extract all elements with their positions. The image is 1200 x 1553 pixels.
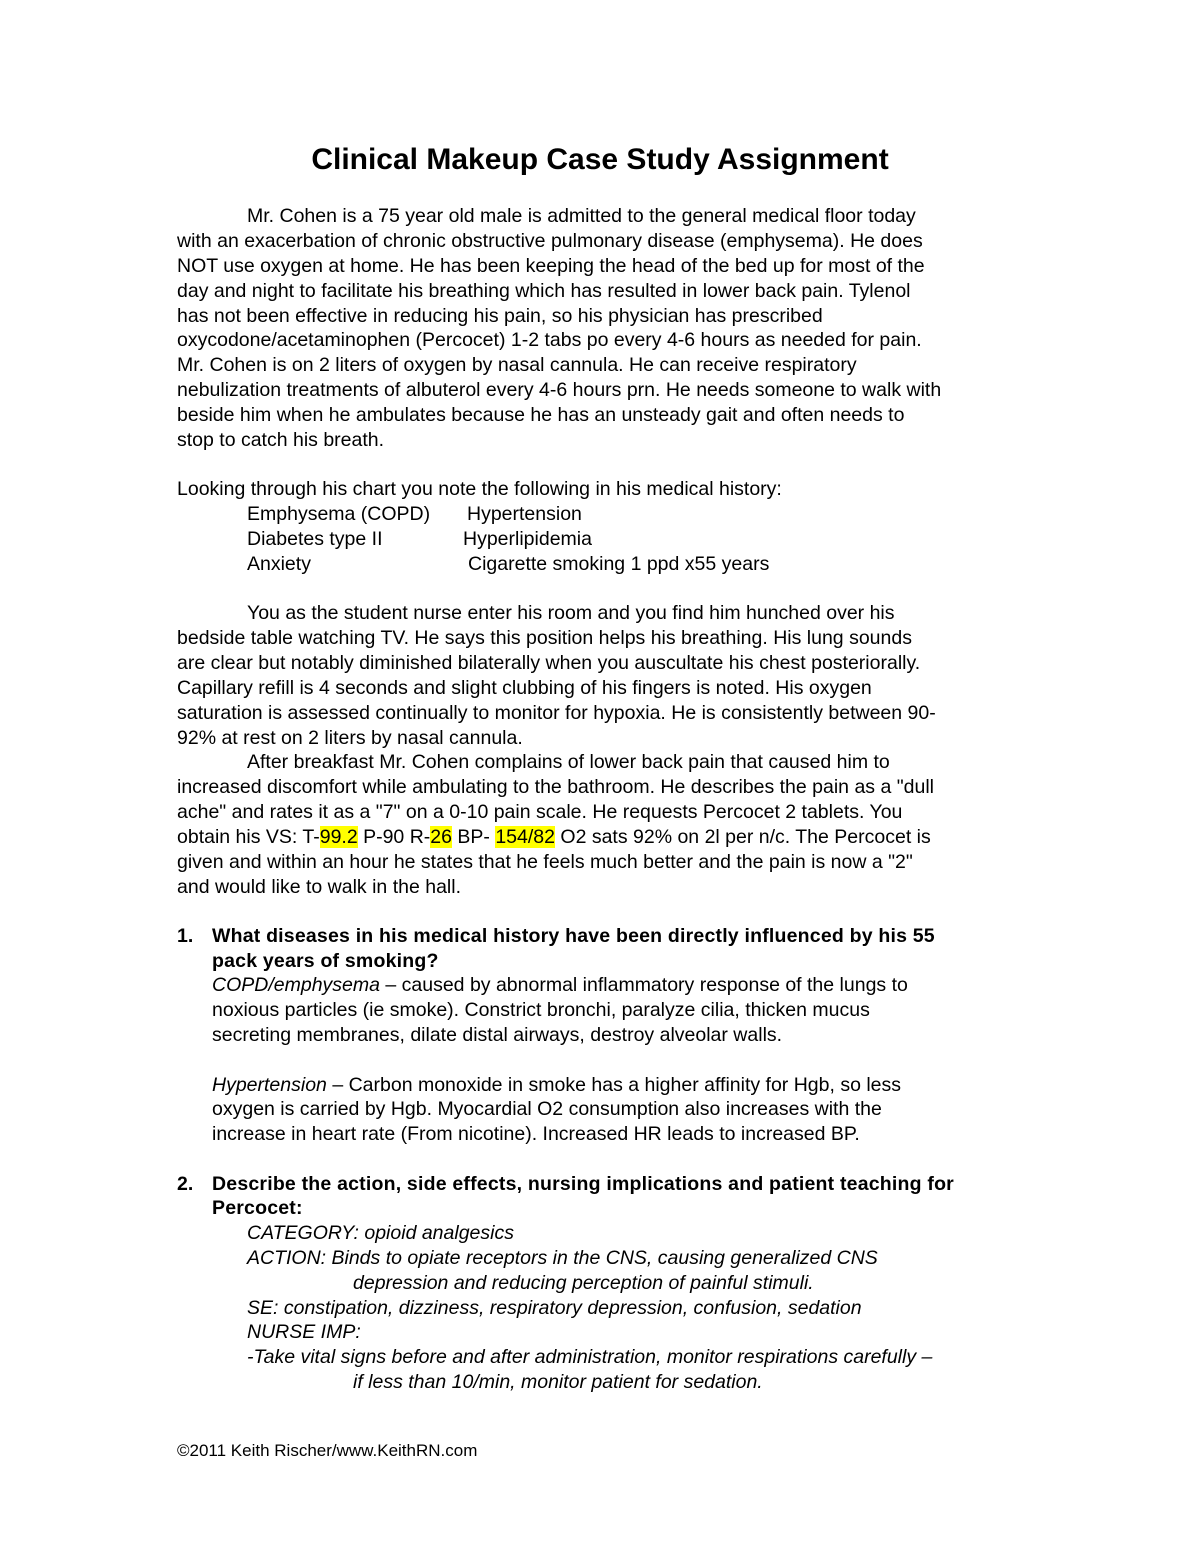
- intro-line: with an exacerbation of chronic obstructive pulmonary disease (emphysema). He does: [177, 230, 923, 252]
- temperature-value: 99.2: [319, 826, 358, 848]
- page-title: Clinical Makeup Case Study Assignment: [311, 143, 889, 176]
- vs-text: obtain his VS: T-: [177, 826, 320, 848]
- history-intro: Looking through his chart you note the following in his medical history:: [177, 478, 782, 500]
- intro-line: has not been effective in reducing his pain, so his physician has prescribed: [177, 305, 823, 327]
- nurse-imp-item-cont: if less than 10/min, monitor patient for sedation.: [353, 1371, 763, 1393]
- blood-pressure-value: 154/82: [495, 826, 555, 848]
- assessment-line: 92% at rest on 2 liters by nasal cannula.: [177, 727, 523, 749]
- assessment-line: saturation is assessed continually to monitor for hypoxia. He is consistently between 90-: [177, 702, 936, 724]
- vs-text: BP-: [451, 826, 496, 848]
- answer-line: noxious particles (ie smoke). Constrict bronchi, paralyze cilia, thicken mucus: [212, 999, 870, 1021]
- intro-line: nebulization treatments of albuterol every 4-6 hours prn. He needs someone to walk with: [177, 379, 942, 401]
- answer-line: oxygen is carried by Hgb. Myocardial O2 consumption also increases with the: [212, 1098, 882, 1120]
- vs-text: P-90 R-: [357, 826, 431, 848]
- history-item: Hyperlipidemia: [463, 528, 592, 550]
- assessment-line: You as the student nurse enter his room and you find him hunched over his: [247, 602, 895, 624]
- history-item: Emphysema (COPD): [247, 503, 431, 525]
- htn-term: Hypertension: [212, 1074, 327, 1096]
- answer-copd-line: [212, 973, 908, 998]
- drug-action: ACTION: Binds to opiate receptors in the CNS, causing generalized CNS: [247, 1247, 878, 1269]
- history-item: Cigarette smoking 1 ppd x55 years: [468, 553, 770, 575]
- question-2-text: Describe the action, side effects, nursing implications and patient teaching for: [212, 1173, 954, 1195]
- vital-signs-line: [177, 825, 931, 850]
- intro-line: day and night to facilitate his breathing which has resulted in lower back pain. Tylenol: [177, 280, 911, 302]
- answer-line: secreting membranes, dilate distal airways, destroy alveolar walls.: [212, 1024, 783, 1046]
- intro-line: beside him when he ambulates because he has an unsteady gait and often needs to: [177, 404, 905, 426]
- question-1-text: pack years of smoking?: [212, 950, 439, 972]
- question-2-text: Percocet:: [212, 1197, 303, 1219]
- intro-line: NOT use oxygen at home. He has been keeping the head of the bed up for most of the: [177, 255, 925, 277]
- intro-line: Mr. Cohen is on 2 liters of oxygen by nasal cannula. He can receive respiratory: [177, 354, 857, 376]
- question-number: 2.: [177, 1173, 194, 1195]
- after-line: given and within an hour he states that he feels much better and the pain is now a "2": [177, 851, 913, 873]
- respiration-value: 26: [430, 826, 452, 848]
- nurse-imp-item: -Take vital signs before and after administration, monitor respirations carefully –: [247, 1346, 933, 1368]
- after-line: increased discomfort while ambulating to the bathroom. He describes the pain as a "dull: [177, 776, 934, 798]
- after-line: and would like to walk in the hall.: [177, 876, 461, 898]
- after-line: After breakfast Mr. Cohen complains of lower back pain that caused him to: [247, 751, 890, 773]
- vs-text: O2 sats 92% on 2l per n/c. The Percocet is: [554, 826, 931, 848]
- assessment-line: Capillary refill is 4 seconds and slight clubbing of his fingers is noted. His oxygen: [177, 677, 872, 699]
- question-1-text: What diseases in his medical history have been directly influenced by his 55: [212, 925, 935, 947]
- assessment-line: are clear but notably diminished bilaterally when you auscultate his chest posteriorally.: [177, 652, 921, 674]
- history-item: Diabetes type II: [247, 528, 383, 550]
- drug-category: CATEGORY: opioid analgesics: [247, 1222, 514, 1244]
- intro-line: Mr. Cohen is a 75 year old male is admitted to the general medical floor today: [247, 205, 916, 227]
- copd-term: COPD/emphysema: [212, 974, 380, 996]
- copyright-footer: ©2011 Keith Rischer/www.KeithRN.com: [177, 1441, 478, 1460]
- history-item: Hypertension: [467, 503, 582, 525]
- answer-line: increase in heart rate (From nicotine). Increased HR leads to increased BP.: [212, 1123, 860, 1145]
- after-line: ache" and rates it as a "7" on a 0-10 pain scale. He requests Percocet 2 tablets. You: [177, 801, 903, 823]
- drug-side-effects: SE: constipation, dizziness, respiratory depression, confusion, sedation: [247, 1297, 862, 1319]
- drug-action-cont: depression and reducing perception of painful stimuli.: [353, 1272, 814, 1294]
- question-number: 1.: [177, 925, 194, 947]
- htn-text: – Carbon monoxide in smoke has a higher affinity for Hgb, so less: [326, 1074, 902, 1096]
- copd-text: – caused by abnormal inflammatory response of the lungs to: [379, 974, 908, 996]
- assessment-line: bedside table watching TV. He says this position helps his breathing. His lung sounds: [177, 627, 912, 649]
- intro-line: stop to catch his breath.: [177, 429, 385, 451]
- history-item: Anxiety: [247, 553, 311, 575]
- answer-htn-line: [212, 1073, 901, 1098]
- intro-line: oxycodone/acetaminophen (Percocet) 1-2 tabs po every 4-6 hours as needed for pain.: [177, 329, 922, 351]
- nurse-imp-heading: NURSE IMP:: [247, 1321, 361, 1343]
